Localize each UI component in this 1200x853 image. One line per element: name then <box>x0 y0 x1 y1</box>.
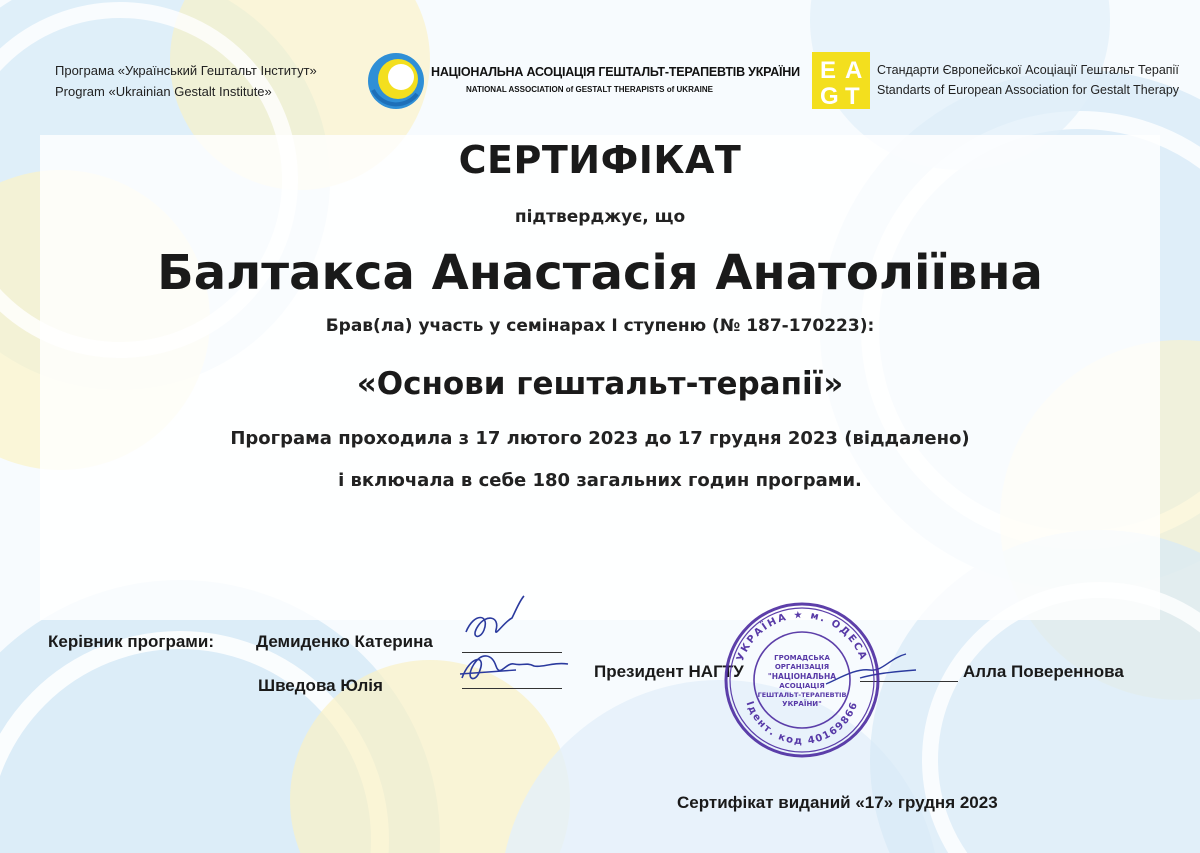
nagtu-logo-icon <box>365 50 427 112</box>
head-name-1: Демиденко Катерина <box>256 632 433 651</box>
head-label: Керівник програми: <box>48 632 214 651</box>
stamp-line-2: ОРГАНІЗАЦІЯ <box>774 663 830 671</box>
program-hours: і включала в себе 180 загальних годин програми. <box>338 470 862 491</box>
eagt-logo-icon <box>812 52 870 109</box>
eagt-name-ua: Стандарти Європейської Асоціації Гештальт Терапії <box>877 63 1179 77</box>
head-name-2: Шведова Юлія <box>258 676 383 695</box>
program-name-ua: Програма «Український Гештальт Інститут» <box>55 63 317 78</box>
eagt-caption <box>877 60 1179 100</box>
program-name-en: Program «Ukrainian Gestalt Institute» <box>55 84 272 99</box>
stamp-line-4: АСОЦІАЦІЯ <box>779 682 825 690</box>
program-dates: Програма проходила з 17 лютого 2023 до 17 грудня 2023 (віддалено) <box>230 428 970 449</box>
president-name: Алла Повереннова <box>963 662 1124 681</box>
stamp-outer-top: УКРАЇНА ★ м. ОДЕСА <box>735 609 869 663</box>
eagt-name-en: Standarts of European Association for Gestalt Therapy <box>877 83 1180 97</box>
president-label: Президент НАГТУ <box>594 662 744 681</box>
stamp-line-1: ГРОМАДСЬКА <box>774 654 830 662</box>
eagt-letter-g: G <box>820 83 839 109</box>
official-stamp <box>722 600 882 760</box>
confirms-text: підтверджує, що <box>514 207 686 227</box>
eagt-letter-e: E <box>820 57 837 84</box>
eagt-letter-t: T <box>845 83 860 109</box>
handwritten-signature-1 <box>456 592 576 692</box>
stamp-line-3: "НАЦІОНАЛЬНА <box>767 672 837 681</box>
eagt-letter-a: A <box>845 57 863 84</box>
nagtu-header <box>365 50 800 112</box>
nagtu-name-ua: НАЦІОНАЛЬНА АСОЦІАЦІЯ ГЕШТАЛЬТ-ТЕРАПЕВТІВ УКРАЇНИ <box>431 65 800 79</box>
nagtu-name-en: NATIONAL ASSOCIATION of GESTALT THERAPISTS of UKRAINE <box>466 85 713 94</box>
stamp-outer-bottom: Ідент. код 40169866 <box>743 699 861 748</box>
participation-text: Брав(ла) участь у семінарах І ступеню (№ 187-170223): <box>325 316 875 336</box>
program-caption <box>55 60 317 102</box>
certificate-title: СЕРТИФІКАТ <box>458 138 742 182</box>
course-title: «Основи гештальт-терапії» <box>356 366 844 402</box>
recipient-name: Балтакса Анастасія Анатоліївна <box>157 245 1043 301</box>
stamp-line-5: ГЕШТАЛЬТ-ТЕРАПЕВТІВ <box>757 691 847 699</box>
stamp-line-6: УКРАЇНИ" <box>782 700 822 708</box>
issue-date: Сертифікат виданий «17» грудня 2023 <box>677 793 998 812</box>
